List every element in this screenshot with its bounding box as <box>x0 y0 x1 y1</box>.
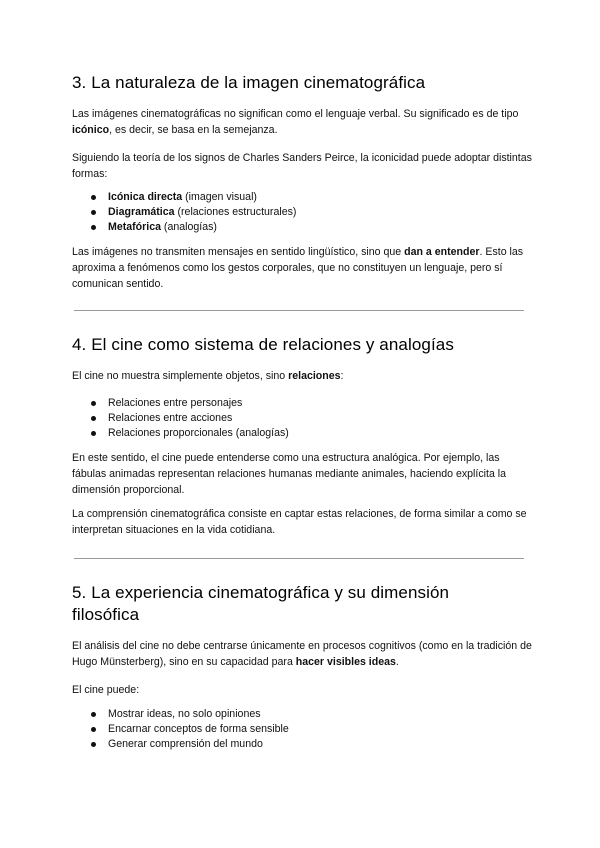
text-run: (analogías) <box>160 221 217 233</box>
section-4-paragraph-2: En este sentido, el cine puede entenderse como una estructura analógica. Por ejemplo, las fábulas animadas representan relaciones humanas mediante animales, haciendo explícita la dimensión proporcional. <box>72 452 507 496</box>
section-divider <box>74 310 524 311</box>
section-5-paragraph-2: El cine puede: <box>72 684 140 696</box>
section-4-paragraph-1 <box>72 368 532 384</box>
section-3-paragraph-3 <box>72 244 532 292</box>
text-run: : <box>340 370 344 382</box>
text-run: , es decir, se basa en la semejanza. <box>109 124 278 136</box>
section-3-heading: 3. La naturaleza de la imagen cinematográfica <box>72 73 426 92</box>
text-run: El cine no muestra simplemente objetos, sino <box>72 370 289 382</box>
text-run: . <box>395 656 399 668</box>
section-4-list <box>72 396 289 441</box>
list-item <box>72 220 296 235</box>
text-run: . Esto las aproxima a fenómenos como los gestos corporales, que no constituyen un lenguaje, pero sí comunican sentido. <box>72 246 524 290</box>
bold-term: hacer visibles ideas <box>295 656 396 668</box>
bold-term: Icónica directa <box>108 191 183 203</box>
bold-term: relaciones <box>288 370 341 382</box>
heading-line: filosófica <box>72 605 140 624</box>
section-5-list <box>72 707 289 752</box>
section-5-heading <box>72 582 449 626</box>
list-item: Mostrar ideas, no solo opiniones <box>72 707 289 722</box>
text-run: (relaciones estructurales) <box>174 206 297 218</box>
list-item: Relaciones entre personajes <box>72 396 289 411</box>
list-item: Generar comprensión del mundo <box>72 737 289 752</box>
list-item: Encarnar conceptos de forma sensible <box>72 722 289 737</box>
bold-term: dan a entender <box>404 246 480 258</box>
section-4-heading: 4. El cine como sistema de relaciones y analogías <box>72 335 454 354</box>
bold-term: icónico <box>72 124 110 136</box>
list-item: Relaciones proporcionales (analogías) <box>72 426 289 441</box>
section-3-paragraph-1 <box>72 106 532 138</box>
text-run: Las imágenes cinematográficas no significan como el lenguaje verbal. Su significado es de tipo <box>72 108 519 120</box>
list-item <box>72 205 296 220</box>
section-3-paragraph-2: Siguiendo la teoría de los signos de Charles Sanders Peirce, la iconicidad puede adoptar distintas formas: <box>72 152 532 180</box>
text-run: (imagen visual) <box>182 191 257 203</box>
text-run: El análisis del cine no debe centrarse únicamente en procesos cognitivos (como en la tradición de Hugo Münsterberg), sino en su capacidad para <box>72 640 532 668</box>
heading-line: 5. La experiencia cinematográfica y su dimensión <box>72 583 450 602</box>
section-5-paragraph-1 <box>72 638 532 670</box>
section-3-list <box>72 190 296 235</box>
section-4-paragraph-3: La comprensión cinematográfica consiste en captar estas relaciones, de forma similar a como se interpretan situaciones en la vida cotidiana. <box>72 508 527 536</box>
text-run: Las imágenes no transmiten mensajes en sentido lingüístico, sino que <box>72 246 405 258</box>
list-item <box>72 190 296 205</box>
bold-term: Metafórica <box>108 221 161 233</box>
list-item: Relaciones entre acciones <box>72 411 289 426</box>
bold-term: Diagramática <box>108 206 175 218</box>
section-divider <box>74 558 524 559</box>
